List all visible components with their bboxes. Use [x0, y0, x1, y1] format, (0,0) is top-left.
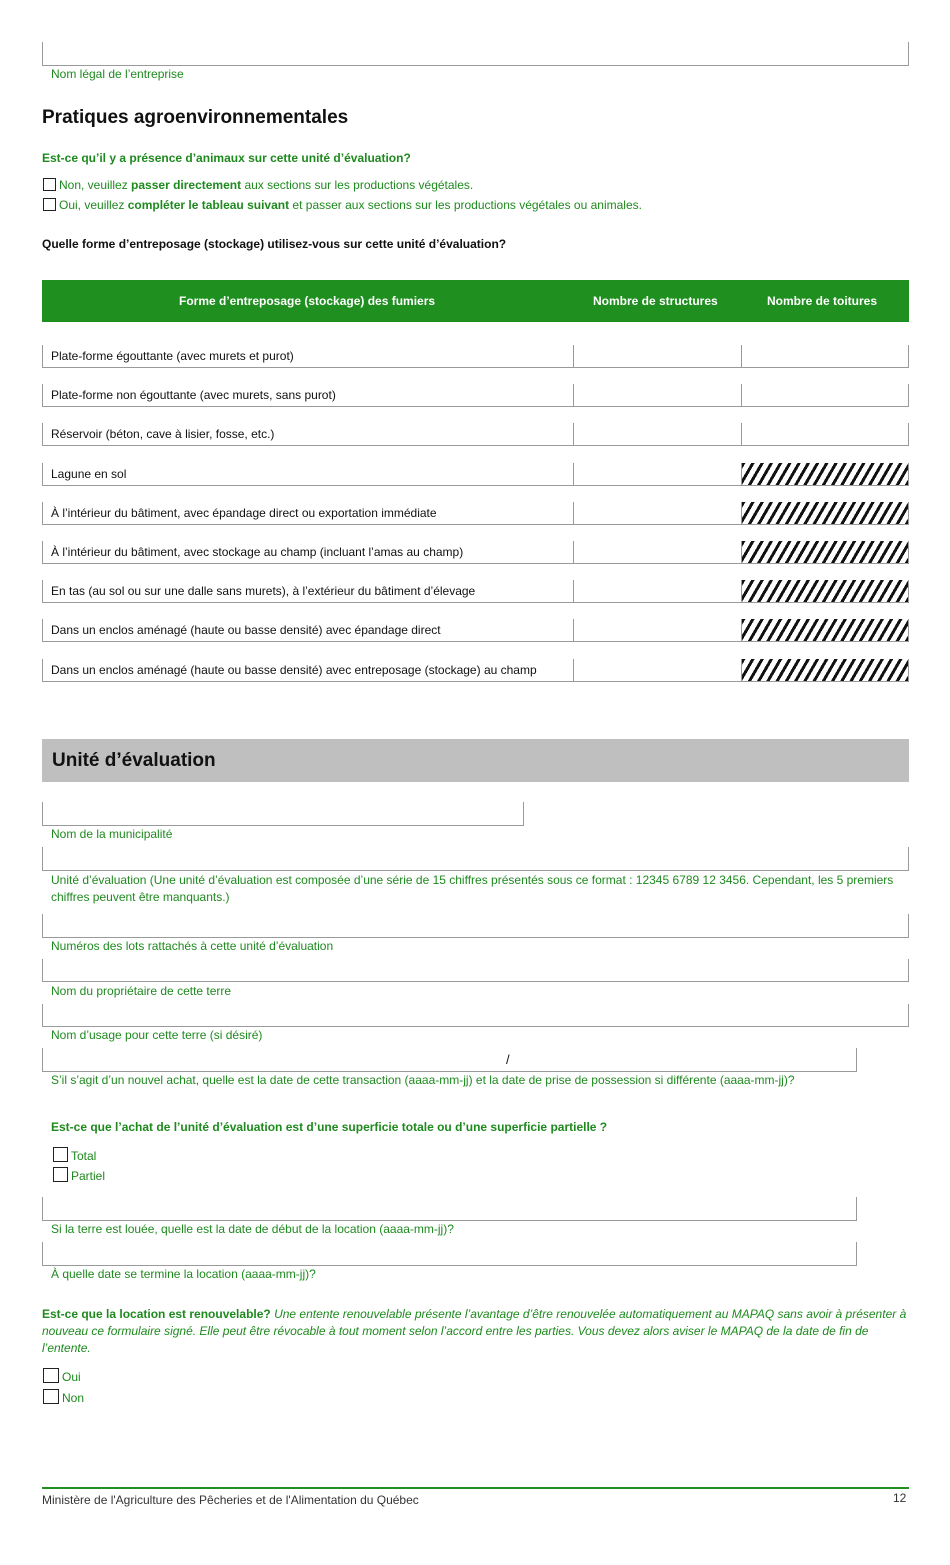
roofs-count-input[interactable] — [741, 423, 909, 446]
lease-start-field[interactable] — [42, 1197, 857, 1221]
structures-count-input[interactable] — [573, 463, 742, 486]
unit-section-bar — [42, 739, 909, 782]
unit-number-label: Unité d’évaluation (Une unité d’évaluation est composée d’une série de 15 chiffres présentés sous ce format : 12345 6789 12 3456. Cependant, les 5 premiers chiffres peuvent être manquants.) — [51, 873, 894, 904]
unit-number-field[interactable] — [42, 847, 909, 871]
owner-field[interactable] — [42, 959, 909, 982]
structures-count-input[interactable] — [573, 580, 742, 603]
table-row-label-cell — [42, 463, 574, 486]
municipality-field[interactable] — [42, 802, 524, 826]
unit-section-title: Unité d’évaluation — [52, 750, 216, 771]
header-storage-form: Forme d’entreposage (stockage) des fumiers — [179, 294, 436, 308]
roofs-count-disabled — [741, 619, 909, 642]
footer-divider — [42, 1487, 909, 1489]
table-row-label: Lagune en sol — [51, 467, 127, 481]
lots-field[interactable] — [42, 914, 909, 938]
storage-question: Quelle forme d’entreposage (stockage) utilisez-vous sur cette unité d’évaluation? — [42, 237, 507, 251]
municipality-label: Nom de la municipalité — [51, 827, 173, 841]
usage-name-field[interactable] — [42, 1004, 909, 1027]
table-row-label-cell — [42, 659, 574, 682]
checkbox-renew-yes[interactable] — [43, 1368, 59, 1383]
table-row-label: À l’intérieur du bâtiment, avec stockage au champ (incluant l’amas au champ) — [51, 545, 464, 559]
lease-end-field[interactable] — [42, 1242, 857, 1266]
structures-count-input[interactable] — [573, 423, 742, 446]
table-row-label: À l’intérieur du bâtiment, avec épandage direct ou exportation immédiate — [51, 506, 437, 520]
table-row-label: En tas (au sol ou sur une dalle sans murets), à l’extérieur du bâtiment d’élevage — [51, 584, 476, 598]
table-row-label-cell — [42, 502, 574, 525]
agro-section-title: Pratiques agroenvironnementales — [42, 107, 349, 128]
roofs-count-disabled — [741, 502, 909, 525]
roofs-count-disabled — [741, 541, 909, 564]
structures-count-input[interactable] — [573, 384, 742, 407]
table-row-label-cell — [42, 423, 574, 446]
checkbox-yes-animals[interactable] — [43, 198, 56, 211]
purchase-date-field[interactable] — [42, 1048, 857, 1072]
table-row-label: Dans un enclos aménagé (haute ou basse densité) avec épandage direct — [51, 623, 441, 637]
checkbox-no-animals[interactable] — [43, 178, 56, 191]
owner-label: Nom du propriétaire de cette terre — [51, 984, 232, 998]
roofs-count-input[interactable] — [741, 345, 909, 368]
storage-table-header — [42, 280, 909, 322]
option-no-animals: Non, veuillez passer directement aux sections sur les productions végétales. — [43, 178, 473, 192]
table-row-label-cell — [42, 541, 574, 564]
option-total: Total — [53, 1147, 96, 1163]
date-separator: / — [506, 1052, 510, 1067]
renew-question-bold: Est-ce que la location est renouvelable? — [42, 1307, 271, 1321]
table-row-label: Plate-forme non égouttante (avec murets, sans purot) — [51, 388, 336, 402]
table-row-label: Plate-forme égouttante (avec murets et purot) — [51, 349, 294, 363]
footer-ministry: Ministère de l'Agriculture des Pêcheries et de l'Alimentation du Québec — [42, 1493, 419, 1507]
lease-start-label: Si la terre est louée, quelle est la date de début de la location (aaaa-mm-jj)? — [51, 1222, 454, 1236]
structures-count-input[interactable] — [573, 345, 742, 368]
checkbox-partial[interactable] — [53, 1167, 68, 1182]
area-question: Est-ce que l’achat de l’unité d’évaluation est d’une superficie totale ou d’une superficie partielle ? — [51, 1120, 608, 1134]
roofs-count-disabled — [741, 580, 909, 603]
header-roofs: Nombre de toitures — [767, 294, 878, 308]
page-number: 12 — [893, 1491, 907, 1505]
checkbox-renew-no[interactable] — [43, 1389, 59, 1404]
structures-count-input[interactable] — [573, 541, 742, 564]
lease-end-label: À quelle date se termine la location (aaaa-mm-jj)? — [51, 1267, 316, 1281]
table-row-label-cell — [42, 345, 574, 368]
table-row-label: Réservoir (béton, cave à lisier, fosse, etc.) — [51, 427, 275, 441]
lots-label: Numéros des lots rattachés à cette unité d’évaluation — [51, 939, 334, 953]
roofs-count-disabled — [741, 659, 909, 682]
renew-question — [42, 1306, 908, 1357]
table-row-label-cell — [42, 619, 574, 642]
checkbox-total[interactable] — [53, 1147, 68, 1162]
table-row-label-cell — [42, 580, 574, 603]
option-renew-yes: Oui — [43, 1368, 81, 1384]
option-renew-no: Non — [43, 1389, 84, 1405]
purchase-date-label: S’il s’agit d’un nouvel achat, quelle est la date de cette transaction (aaaa-mm-jj) et la date de prise de possession si différente (aaaa-mm-jj)? — [51, 1073, 795, 1087]
usage-name-label: Nom d’usage pour cette terre (si désiré) — [51, 1028, 263, 1042]
header-structures: Nombre de structures — [593, 294, 718, 308]
structures-count-input[interactable] — [573, 619, 742, 642]
table-row-label-cell — [42, 384, 574, 407]
structures-count-input[interactable] — [573, 502, 742, 525]
option-partial: Partiel — [53, 1167, 105, 1183]
table-row-label: Dans un enclos aménagé (haute ou basse densité) avec entreposage (stockage) au champ — [51, 663, 537, 677]
company-name-field[interactable] — [42, 42, 909, 66]
company-name-label: Nom légal de l’entreprise — [51, 67, 184, 81]
animals-question: Est-ce qu’il y a présence d’animaux sur cette unité d’évaluation? — [42, 151, 411, 165]
roofs-count-input[interactable] — [741, 384, 909, 407]
roofs-count-disabled — [741, 463, 909, 486]
renew-question-explanation: Une entente renouvelable présente l’avantage d’être renouvelée automatiquement au MAPAQ sans avoir à présenter à nouveau ce formulaire signé. Elle peut être révocable à tout moment selon l’accord entre les parties. Vous devez alors aviser le MAPAQ de la date de fin de l’entente. — [42, 1307, 907, 1355]
structures-count-input[interactable] — [573, 659, 742, 682]
option-yes-animals: Oui, veuillez compléter le tableau suivant et passer aux sections sur les productions végétales ou animales. — [43, 198, 642, 212]
